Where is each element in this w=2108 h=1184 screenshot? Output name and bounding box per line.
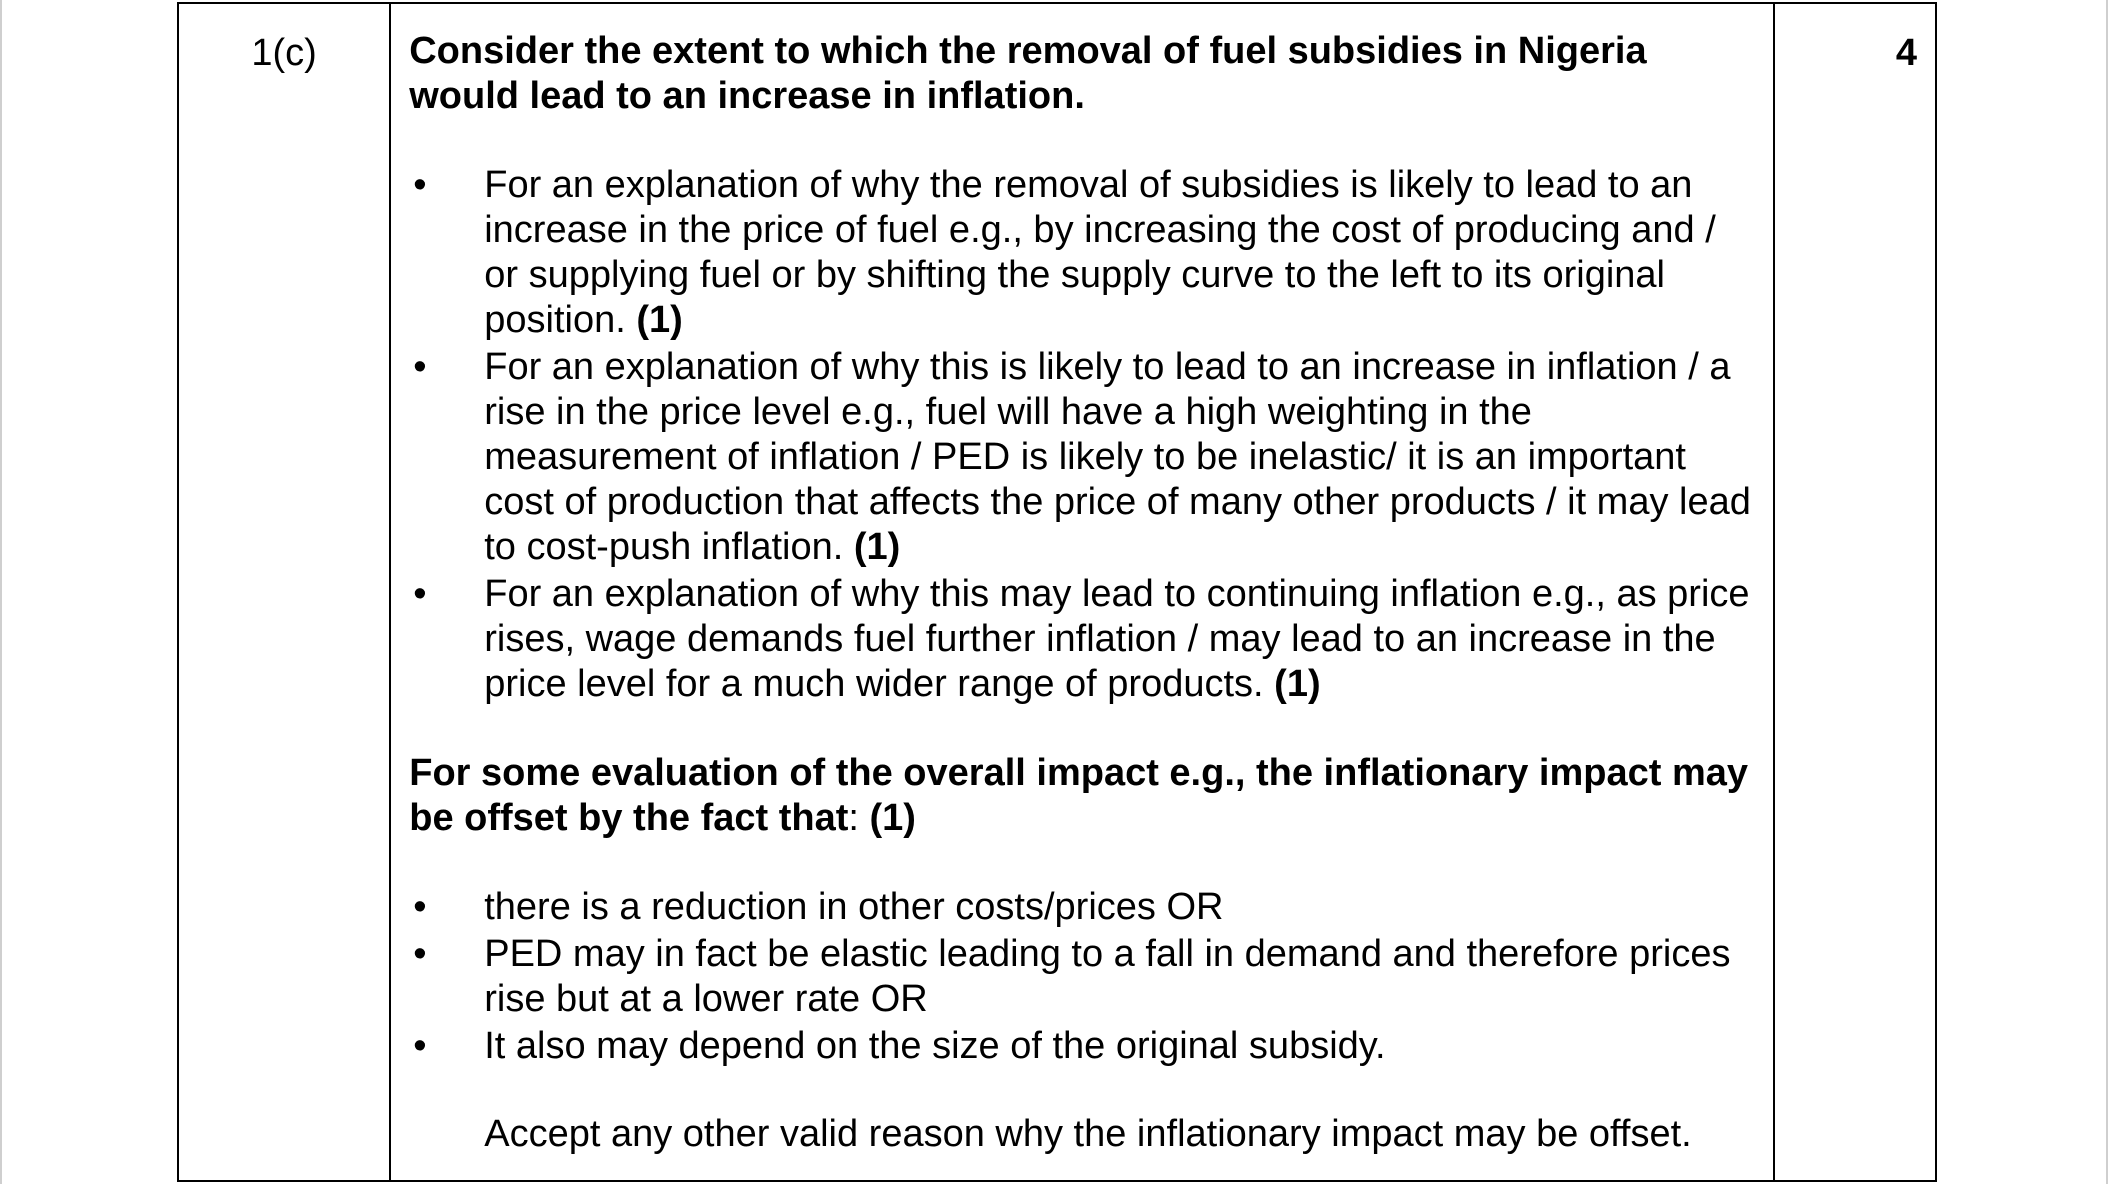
evaluation-lead: For some evaluation of the overall impact e.g., the inflationary impact may be offset by the fact that [409,752,1749,839]
bullet-icon: • [413,346,427,388]
list-item [409,885,1753,930]
page-edge-left [0,0,2,1184]
bullet-icon: • [413,886,427,928]
explanation-list [409,163,1753,707]
answer-content [391,4,1773,1157]
evaluation-paragraph [409,751,1753,841]
question-text: Consider the extent to which the removal of fuel subsidies in Nigeria would lead to an increase in inflation. [409,30,1647,117]
offset-text: there is a reduction in other costs/prices OR [484,886,1224,928]
mark-scheme-row [178,3,1936,1181]
list-item [409,572,1753,707]
marks-value: 4 [1895,32,1917,74]
mark-label: (1) [636,299,683,341]
list-item [409,345,1753,570]
answer-cell [390,3,1774,1181]
list-item [409,932,1753,1022]
mark-label: (1) [869,797,916,839]
offset-text: PED may in fact be elastic leading to a fall in demand and therefore prices rise but at a lower rate OR [484,933,1731,1020]
accept-note: Accept any other valid reason why the inflationary impact may be offset. [484,1113,1692,1155]
question-number: 1(c) [251,32,317,74]
mark-label: (1) [1274,663,1321,705]
list-item [409,1024,1753,1069]
offset-text: It also may depend on the size of the original subsidy. [484,1025,1386,1067]
mark-scheme-table [177,2,1937,1182]
explanation-text: For an explanation of why this may lead to continuing inflation e.g., as price rises, wage demands fuel further inflation / may lead to an increase in the price level for a much wider range of products. [484,573,1750,705]
question-number-cell [178,3,390,1181]
explanation-text: For an explanation of why the removal of subsidies is likely to lead to an increase in the price of fuel e.g., by increasing the cost of producing and / or supplying fuel or by shifting the supply curve to the left to its original position. [484,164,1716,341]
explanation-text: For an explanation of why this is likely to lead to an increase in inflation / a rise in the price level e.g., fuel will have a high weighting in the measurement of inflation / PED is likely to be inelastic/ it is an important cost of production that affects the price of many other products / it may lead to cost-push inflation. [484,346,1751,568]
bullet-icon: • [413,933,427,975]
offset-list [409,885,1753,1069]
marks-cell [1774,3,1936,1181]
bullet-icon: • [413,573,427,615]
bullet-icon: • [413,164,427,206]
bullet-icon: • [413,1025,427,1067]
evaluation-colon: : [848,797,859,839]
mark-label: (1) [853,526,901,568]
list-item [409,163,1753,343]
